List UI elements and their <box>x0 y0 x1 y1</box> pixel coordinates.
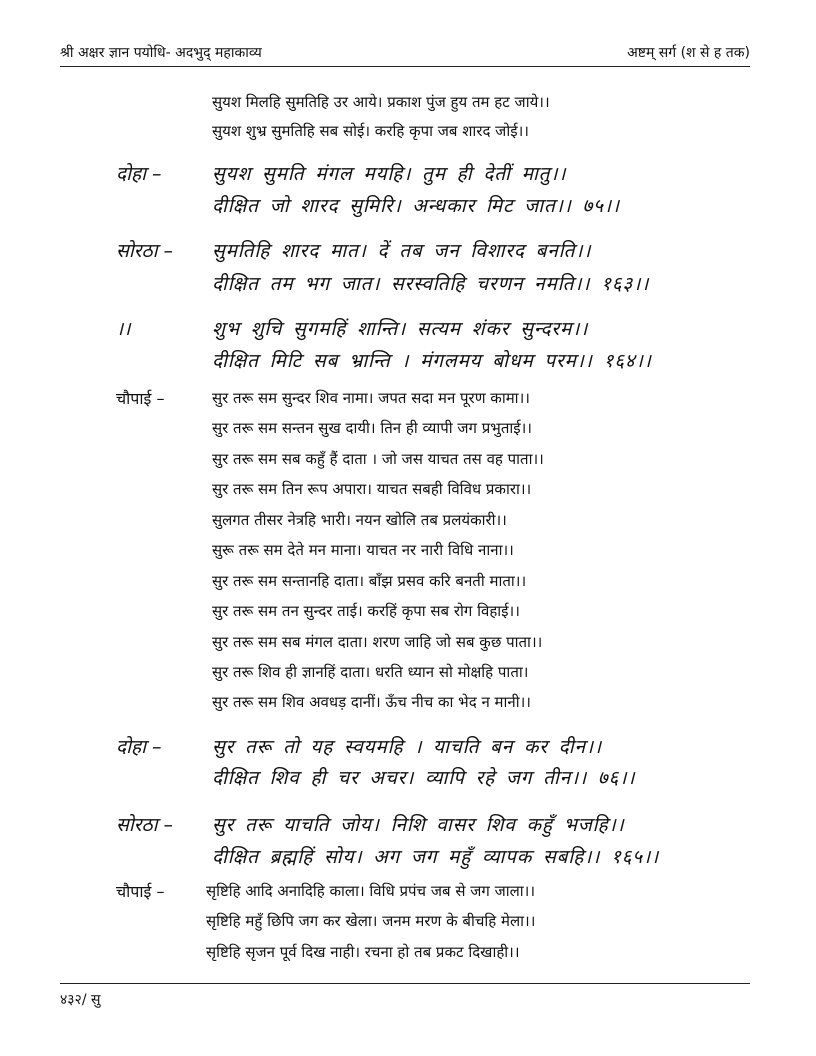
verse-type-label: चौपाई – <box>116 882 165 901</box>
verse-type-label: दोहा – <box>116 163 162 185</box>
chapter-title: अष्टम् सर्ग (श से ह तक) <box>627 45 750 61</box>
verse-line: दीक्षित जो शारद सुमिरि। अन्धकार मिट जात।। ७५।। <box>212 195 620 217</box>
verse-line: सुरू तरू सम देते मन माना। याचत नर नारी विधि नाना।। <box>212 541 514 559</box>
verse-line: सुर तरू सम शिव अवधड़ दानीं। ऊँच नीच का भेद न मानी।। <box>212 693 531 711</box>
verse-line: सुर तरू सम सुन्दर शिव नामा। जपत सदा मन पूरण कामा।। <box>212 389 530 407</box>
verse-type-label: ।। <box>116 318 131 340</box>
verse-type-label: सोरठा – <box>116 814 174 836</box>
page-number: ४३२/ सु <box>60 992 101 1008</box>
verse-line: सुर तरू सम सब कहुँ हैं दाता । जो जस याचत तस वह पाता।। <box>212 450 544 468</box>
verse-line: सुर तरू सम सन्तानहि दाता। बाँझ प्रसव करि बनती माता।। <box>212 572 527 590</box>
verse-line: सुर तरू सम सब मंगल दाता। शरण जाहि जो सब कुछ पाता।। <box>212 633 543 651</box>
verse-type-label: सोरठा – <box>116 240 174 262</box>
verse-line: सुर तरू तो यह स्वयमहि । याचति बन कर दीन।। <box>212 736 602 758</box>
verse-line: सुर तरू सम सन्तन सुख दायी। तिन ही व्यापी जग प्रभुताई।। <box>212 419 532 437</box>
book-title: श्री अक्षर ज्ञान पयोधि- अदभुद् महाकाव्य <box>60 45 262 61</box>
verse-line: सुमतिहि शारद मात। दें तब जन विशारद बनति।। <box>212 240 592 262</box>
verse-line: सुर तरू सम तन सुन्दर ताई। करहिं कृपा सब रोग विहाई।। <box>212 602 520 620</box>
verse-line: दीक्षित मिटि सब भ्रान्ति । मंगलमय बोधम परम।। १६४।। <box>212 350 652 372</box>
verse-line: सुलगत तीसर नेत्रहि भारी। नयन खोलि तब प्रलयंकारी।। <box>212 511 507 529</box>
verse-line: सृष्टिहि सृजन पूर्व दिख नाही। रचना हो तब प्रकट दिखाही।। <box>206 943 520 961</box>
verse-line: दीक्षित शिव ही चर अचर। व्यापि रहे जग तीन।। ७६।। <box>212 767 636 789</box>
verse-line: सुर तरू सम तिन रूप अपारा। याचत सबही विविध प्रकारा।। <box>212 480 532 498</box>
verse-line: सुयश शुभ्र सुमतिहि सब सोई। करहि कृपा जब शारद जोई।। <box>212 122 529 140</box>
verse-line: सृष्टिहि आदि अनादिहि काला। विधि प्रपंच जब से जग जाला।। <box>206 882 536 900</box>
verse-line: सृष्टिहि महुँ छिपि जग कर खेला। जनम मरण के बीचहि मेला।। <box>206 912 536 930</box>
verse-line: सुर तरू शिव ही ज्ञानहिं दाता। धरति ध्यान सो मोक्षहि पाता। <box>212 663 529 681</box>
verse-line: शुभ शुचि सुगमहिं शान्ति। सत्यम शंकर सुन्दरम।। <box>212 318 589 340</box>
verse-line: दीक्षित ब्रह्महिं सोय। अग जग महुँ व्यापक सबहि।। १६५।। <box>212 846 659 868</box>
verse-type-label: दोहा – <box>116 736 162 758</box>
verse-line: सुयश मिलहि सुमतिहि उर आये। प्रकाश पुंज हुय तम हट जाये।। <box>212 93 550 111</box>
verse-line: सुयश सुमति मंगल मयहि। तुम ही देतीं मातु।। <box>212 163 567 185</box>
page-footer <box>60 983 750 1024</box>
verse-line: दीक्षित तम भग जात। सरस्वतिहि चरणन नमति।। १६३।। <box>212 273 650 295</box>
verse-type-label: चौपाई – <box>116 389 165 408</box>
verse-line: सुर तरू याचति जोय। निशि वासर शिव कहुँ भजहि।। <box>212 814 625 836</box>
